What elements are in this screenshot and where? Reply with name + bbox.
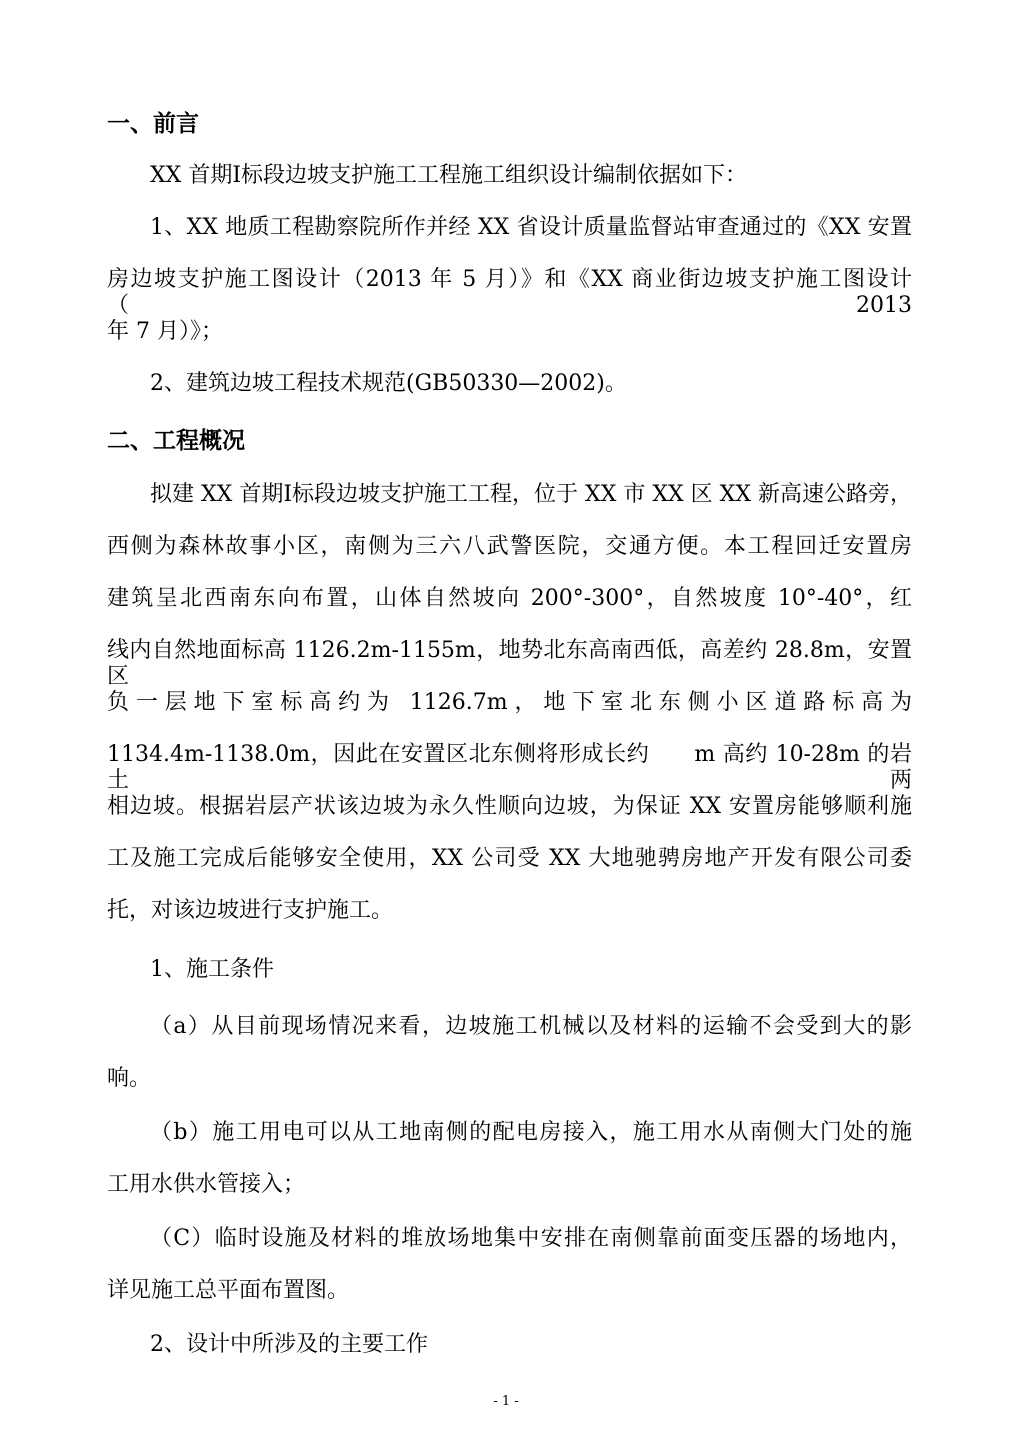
subsection-heading-main-work: 2、设计中所涉及的主要工作	[150, 1332, 428, 1357]
paragraph-line: XX 首期Ⅰ标段边坡支护施工工程施工组织设计编制依据如下：	[150, 163, 748, 188]
paragraph-line: 建筑呈北西南东向布置，山体自然坡向 200°-300°，自然坡度 10°-40°，红	[107, 586, 912, 611]
paragraph-line: 2、建筑边坡工程技术规范(GB50330—2002)。	[150, 371, 627, 396]
paragraph-line: 负一层地下室标高约为 1126.7m，地下室北东侧小区道路标高为	[107, 690, 912, 715]
page-number: - 1 -	[493, 1394, 519, 1409]
paragraph-line: 西侧为森林故事小区，南侧为三六八武警医院，交通方便。本工程回迁安置房	[107, 534, 912, 559]
paragraph-line: 拟建 XX 首期Ⅰ标段边坡支护施工工程，位于 XX 市 XX 区 XX 新高速公路旁，	[150, 482, 912, 507]
paragraph-line: 响。	[107, 1066, 152, 1091]
section-heading-preface: 一、前言	[107, 110, 199, 137]
section-heading-overview: 二、工程概况	[107, 427, 245, 454]
paragraph-line: 1、XX 地质工程勘察院所作并经 XX 省设计质量监督站审查通过的《XX 安置	[150, 215, 912, 240]
paragraph-line: 年 7 月）》；	[107, 319, 223, 344]
paragraph-line: 1134.4m-1138.0m，因此在安置区北东侧将形成长约 m 高约 10-28m 的岩土两	[107, 742, 912, 793]
paragraph-line: 详见施工总平面布置图。	[107, 1278, 350, 1303]
paragraph-line: 线内自然地面标高 1126.2m-1155m，地势北东高南西低，高差约 28.8m，安置区	[107, 638, 912, 689]
paragraph-line: （C）临时设施及材料的堆放场地集中安排在南侧靠前面变压器的场地内，	[150, 1226, 912, 1251]
paragraph-line: 房边坡支护施工图设计（2013 年 5 月）》和《XX 商业街边坡支护施工图设计（2013	[107, 267, 912, 318]
subsection-heading-conditions: 1、施工条件	[150, 957, 274, 982]
paragraph-line: （a）从目前现场情况来看，边坡施工机械以及材料的运输不会受到大的影	[150, 1014, 912, 1039]
paragraph-line: 工用水供水管接入；	[107, 1172, 306, 1197]
paragraph-line: 相边坡。根据岩层产状该边坡为永久性顺向边坡，为保证 XX 安置房能够顺利施	[107, 794, 912, 819]
paragraph-line: 托，对该边坡进行支护施工。	[107, 898, 394, 923]
paragraph-line: （b）施工用电可以从工地南侧的配电房接入，施工用水从南侧大门处的施	[150, 1120, 912, 1145]
paragraph-line: 工及施工完成后能够安全使用，XX 公司受 XX 大地驰骋房地产开发有限公司委	[107, 846, 912, 871]
